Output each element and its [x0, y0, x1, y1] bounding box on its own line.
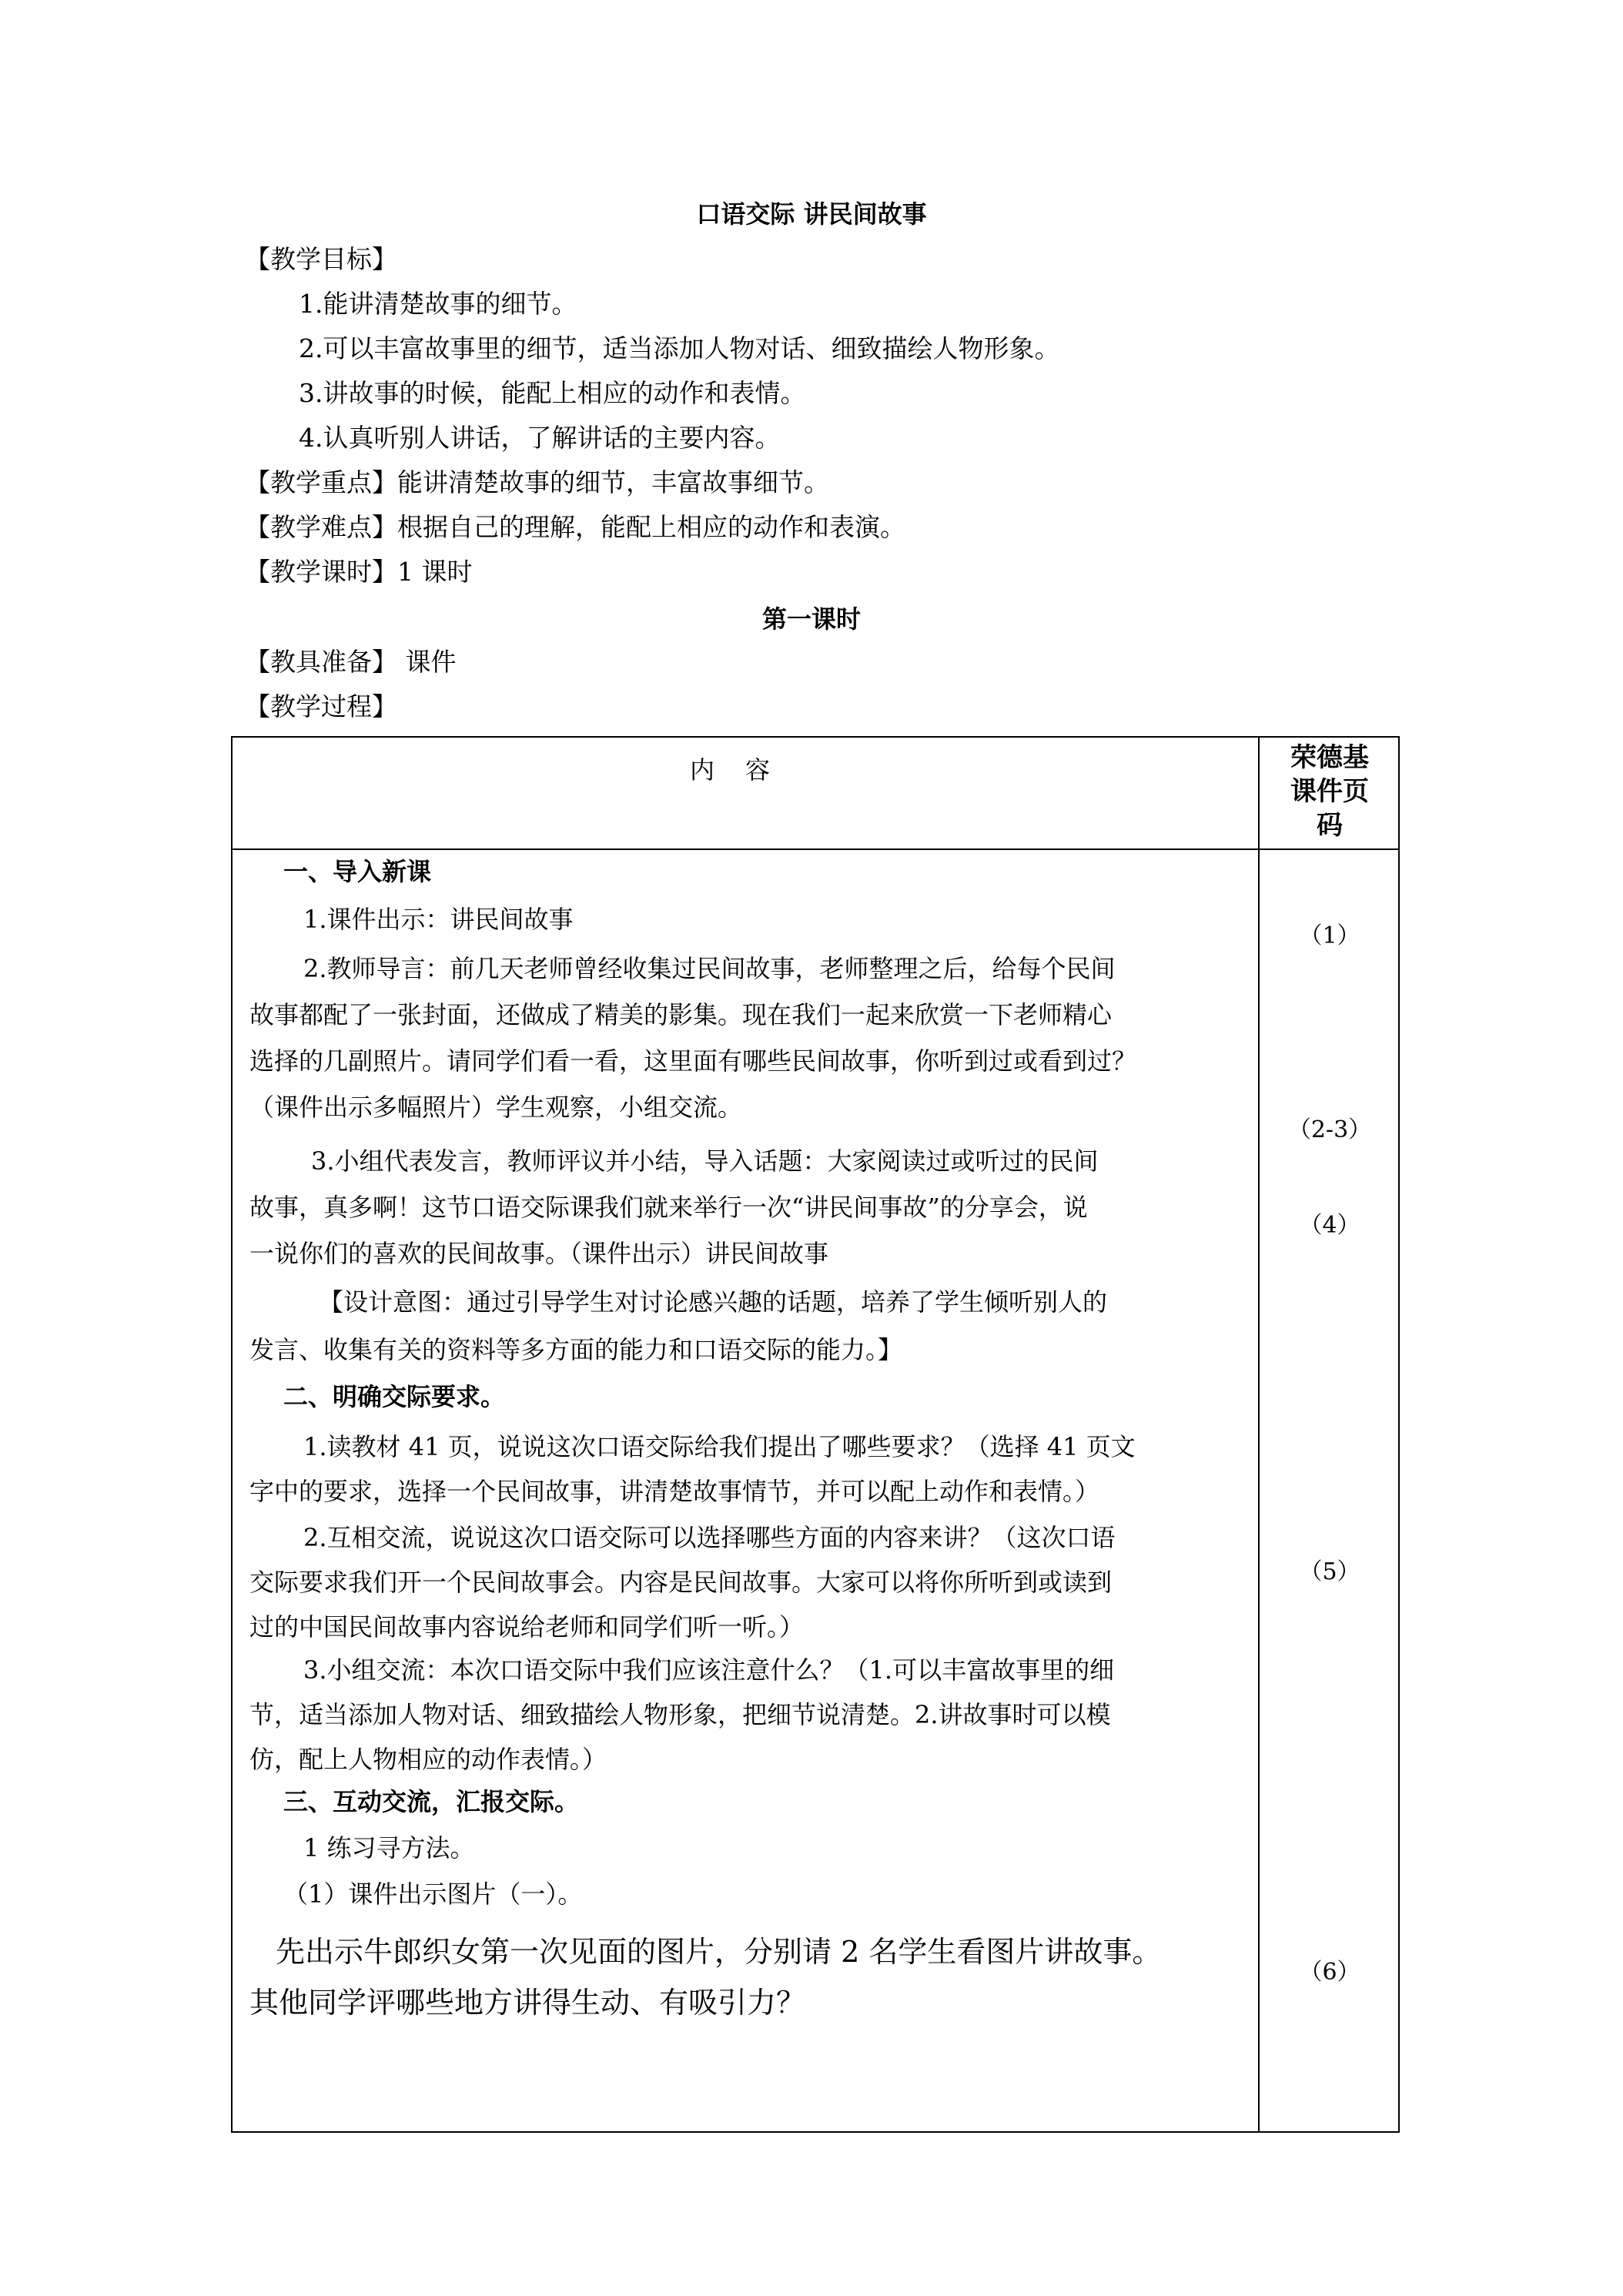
content-line: 节，适当添加人物对话、细致描绘人物形象，把细节说清楚。2.讲故事时可以模: [249, 1700, 1111, 1729]
content-line: （1）课件出示图片（一）。: [283, 1879, 583, 1909]
page-header-line: 荣德基: [1290, 742, 1369, 773]
content-line: 过的中国民间故事内容说给老师和同学们听一听。）: [249, 1612, 805, 1642]
content-line: 一说你们的喜欢的民间故事。（课件出示）讲民间故事: [249, 1239, 829, 1268]
content-line: 【设计意图：通过引导学生对讨论感兴趣的话题，培养了学生倾听别人的: [319, 1287, 1108, 1317]
content-paragraph: [249, 1648, 1243, 1782]
page-reference: （2-3）: [1287, 1116, 1372, 1143]
content-line: 先出示牛郎织女第一次见面的图片，分别请 2 名学生看图片讲故事。: [276, 1935, 1162, 1969]
difficulty: 【教学难点】根据自己的理解，能配上相应的动作和表演。: [245, 512, 905, 542]
lesson-hours: 【教学课时】1 课时: [245, 557, 473, 587]
objective-item: 3.讲故事的时候，能配上相应的动作和表情。: [299, 378, 806, 408]
content-line: 3.小组交流：本次口语交际中我们应该注意什么？（1.可以丰富故事里的细: [303, 1655, 1115, 1685]
content-line: 交际要求我们开一个民间故事会。内容是民间故事。大家可以将你所听到或读到: [249, 1568, 1113, 1597]
process-table: [231, 736, 1400, 2133]
page-reference: （5）: [1299, 1558, 1360, 1585]
content-line: 字中的要求，选择一个民间故事，讲清楚故事情节，并可以配上动作和表情。）: [249, 1477, 1100, 1506]
content-line: 选择的几副照片。请同学们看一看，这里面有哪些民间故事，你听到过或看到过？: [249, 1046, 1137, 1076]
content-paragraph: [249, 1138, 1243, 1277]
materials: 【教具准备】 课件: [245, 647, 457, 677]
content-line: 其他同学评哪些地方讲得生动、有吸引力？: [249, 1986, 806, 2020]
section-heading-3: 三、互动交流，汇报交际。: [283, 1787, 580, 1816]
key-point: 【教学重点】能讲清楚故事的细节，丰富故事细节。: [245, 467, 829, 497]
content-line: 故事都配了一张封面，还做成了精美的影集。现在我们一起来欣赏一下老师精心: [249, 1000, 1113, 1029]
objective-item: 4.认真听别人讲话，了解讲话的主要内容。: [299, 423, 781, 453]
objective-item: 2.可以丰富故事里的细节，适当添加人物对话、细致描绘人物形象。: [299, 333, 1060, 363]
table-header-divider: [233, 848, 1398, 850]
section-heading-2: 二、明确交际要求。: [283, 1382, 506, 1411]
lesson-heading: 第一课时: [761, 604, 861, 634]
process-label: 【教学过程】: [245, 691, 397, 721]
content-line: （课件出示多幅照片）学生观察，小组交流。: [249, 1093, 743, 1122]
content-line: 仿，配上人物相应的动作表情。）: [249, 1745, 607, 1774]
content-line: 1.课件出示：讲民间故事: [303, 905, 574, 934]
objective-item: 1.能讲清楚故事的细节。: [299, 289, 577, 319]
content-column-header: 内容: [689, 755, 801, 785]
content-line: 发言、收集有关的资料等多方面的能力和口语交际的能力。】: [249, 1335, 903, 1364]
page-reference: （4）: [1299, 1212, 1360, 1239]
section-heading-1: 一、导入新课: [283, 857, 432, 886]
page-header-line: 课件页: [1290, 776, 1369, 807]
content-paragraph: [249, 1515, 1243, 1649]
content-line: 2.互相交流，说说这次口语交际可以选择哪些方面的内容来讲？（这次口语: [303, 1523, 1116, 1552]
page-header-line: 码: [1317, 810, 1343, 841]
content-line: 2.教师导言：前几天老师曾经收集过民间故事，老师整理之后，给每个民间: [303, 954, 1116, 983]
page-reference: （1）: [1299, 922, 1360, 949]
content-line: 3.小组代表发言，教师评议并小结，导入话题：大家阅读过或听过的民间: [311, 1146, 1099, 1176]
objectives-label: 【教学目标】: [245, 244, 397, 274]
content-line: 1 练习寻方法。: [303, 1833, 475, 1863]
content-paragraph: [249, 1424, 1243, 1514]
content-paragraph: [249, 1926, 1243, 2028]
page-reference: （6）: [1299, 1959, 1360, 1986]
content-line: 1.读教材 41 页，说说这次口语交际给我们提出了哪些要求？（选择 41 页文: [303, 1432, 1136, 1461]
page-column-header: [1260, 741, 1400, 842]
design-intent: [249, 1278, 1243, 1374]
document-title: 口语交际 讲民间故事: [696, 199, 927, 229]
content-paragraph: [249, 946, 1243, 1130]
content-line: 故事，真多啊！这节口语交际课我们就来举行一次“讲民间事故”的分享会，说: [249, 1193, 1088, 1222]
